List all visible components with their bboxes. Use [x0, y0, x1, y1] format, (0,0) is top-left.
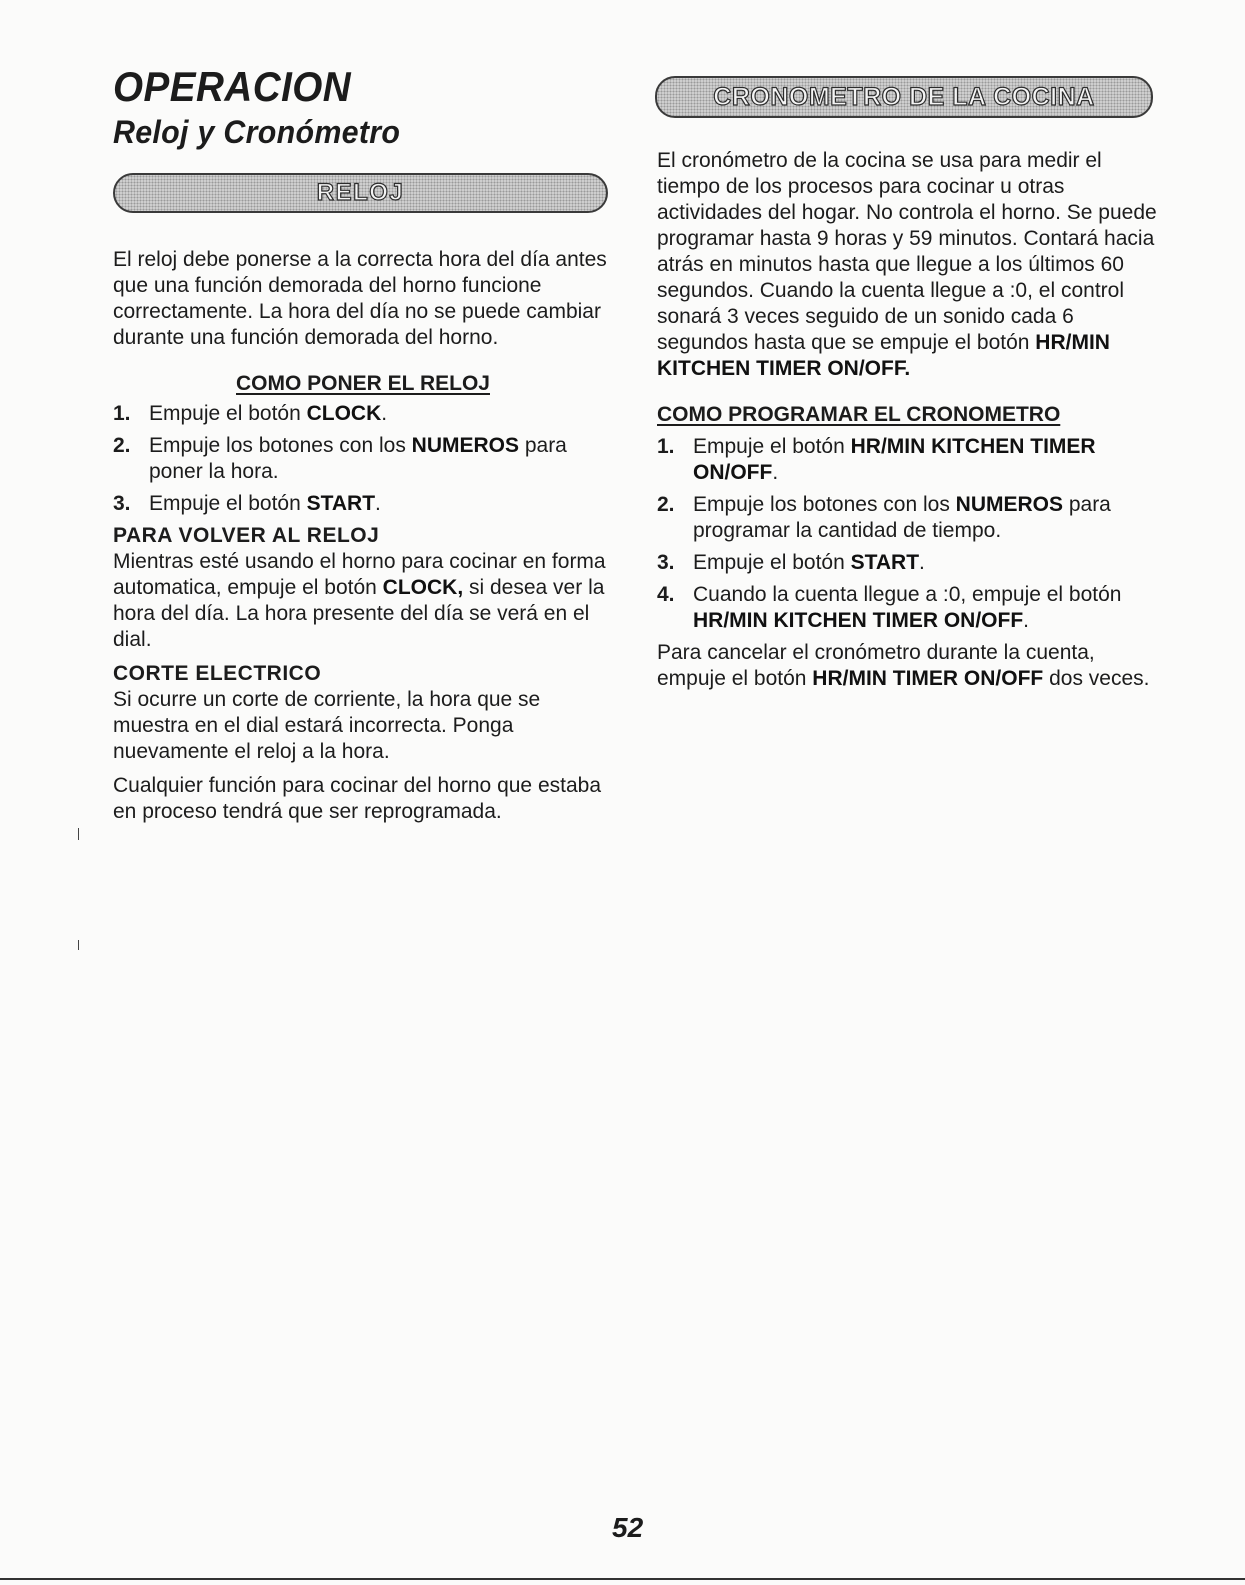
clock-step	[113, 491, 613, 517]
cronometro-intro-text: El cronómetro de la cocina se usa para medir el tiempo de los procesos para cocinar u otras actividades del hogar. No controla el horno. Se puede programar hasta 9 horas y 59 minutos. Contará hacia atrás en minutos hasta que llegue a los últimos 60 segundos. Cuando la cuenta llegue a :0, el control sonará 3 veces seguido de un sonido cada 6 segundos hasta que se empuje el botón	[657, 149, 1157, 354]
page-subtitle: Reloj y Cronómetro	[113, 114, 401, 150]
scan-mark	[78, 828, 79, 840]
step-button-name: NUMEROS	[411, 434, 519, 457]
step-number: 3.	[657, 551, 675, 574]
timer-step	[657, 582, 1157, 634]
return-text-post: si desea ver la hora del día. La hora presente del día se verá en el dial.	[113, 576, 605, 651]
how-to-set-clock-heading: COMO PONER EL RELOJ	[236, 372, 490, 395]
cronometro-section-banner	[655, 76, 1153, 118]
step-text-end: .	[1023, 609, 1029, 632]
step-button-name: NUMEROS	[955, 493, 1063, 516]
step-number: 2.	[113, 434, 131, 457]
cronometro-intro-button-name: HR/MIN KITCHEN TIMER ON/OFF.	[657, 331, 1110, 380]
page-bottom-rule	[0, 1578, 1245, 1580]
step-number: 4.	[657, 583, 675, 606]
step-button-name: HR/MIN KITCHEN TIMER ON/OFF	[693, 435, 1096, 484]
reloj-column	[113, 247, 613, 825]
return-to-clock-heading: PARA VOLVER AL RELOJ	[113, 524, 380, 547]
step-text: Empuje el botón	[149, 492, 307, 515]
clock-steps-list	[113, 401, 613, 517]
scan-mark	[78, 940, 79, 950]
step-text: Empuje el botón	[149, 402, 307, 425]
step-text: Empuje el botón	[693, 551, 851, 574]
cronometro-intro	[657, 148, 1157, 382]
clock-step	[113, 401, 613, 427]
timer-steps-list	[657, 434, 1157, 634]
cancel-text-pre: Para cancelar el cronómetro durante la cuenta, empuje el botón	[657, 641, 1095, 690]
step-text: Cuando la cuenta llegue a :0, empuje el botón	[693, 583, 1122, 606]
reloj-section-banner	[113, 173, 608, 213]
step-text-end: para poner la hora.	[149, 434, 567, 483]
reloj-banner-label: RELOJ	[316, 179, 405, 206]
page-number: 52	[612, 1512, 644, 1543]
cronometro-banner-label: CRONOMETRO DE LA COCINA	[713, 82, 1095, 111]
power-outage-heading: CORTE ELECTRICO	[113, 662, 322, 685]
cronometro-column	[657, 148, 1157, 692]
return-text-pre: Mientras esté usando el horno para cocinar en forma automatica, empuje el botón	[113, 550, 606, 599]
step-number: 2.	[657, 493, 675, 516]
clock-step	[113, 433, 613, 485]
step-text-end: .	[919, 551, 925, 574]
power-outage-reprogram-text: Cualquier función para cocinar del horno que estaba en proceso tendrá que ser reprogramada.	[113, 774, 601, 823]
step-button-name: START	[306, 492, 376, 515]
step-button-name: CLOCK	[306, 402, 382, 425]
step-number: 1.	[657, 435, 675, 458]
step-text: Empuje los botones con los	[149, 434, 412, 457]
return-button-name: CLOCK,	[382, 576, 464, 599]
cancel-button-name: HR/MIN TIMER ON/OFF	[812, 667, 1044, 690]
step-text-end: .	[375, 492, 381, 515]
cancel-text-post: dos veces.	[1043, 667, 1150, 690]
timer-step	[657, 434, 1157, 486]
step-number: 1.	[113, 402, 131, 425]
step-text: Empuje los botones con los	[693, 493, 956, 516]
step-text-end: para programar la cantidad de tiempo.	[693, 493, 1111, 542]
return-to-clock-text	[113, 549, 613, 653]
step-number: 3.	[113, 492, 131, 515]
timer-step	[657, 492, 1157, 544]
how-to-program-timer-heading: COMO PROGRAMAR EL CRONOMETRO	[657, 403, 1061, 426]
step-button-name: HR/MIN KITCHEN TIMER ON/OFF	[693, 609, 1024, 632]
step-text: Empuje el botón	[693, 435, 851, 458]
timer-step	[657, 550, 1157, 576]
step-button-name: START	[850, 551, 920, 574]
power-outage-text: Si ocurre un corte de corriente, la hora que se muestra en el dial estará incorrecta. Ponga nuevamente el reloj a la hora.	[113, 688, 541, 763]
cancel-timer-text	[657, 640, 1157, 692]
step-text-end: .	[381, 402, 388, 425]
page-title: OPERACION	[113, 63, 352, 110]
reloj-intro: El reloj debe ponerse a la correcta hora del día antes que una función demorada del horno funcione correctamente. La hora del día no se puede cambiar durante una función demorada del horno.	[113, 248, 607, 349]
step-text-end: .	[772, 461, 779, 484]
